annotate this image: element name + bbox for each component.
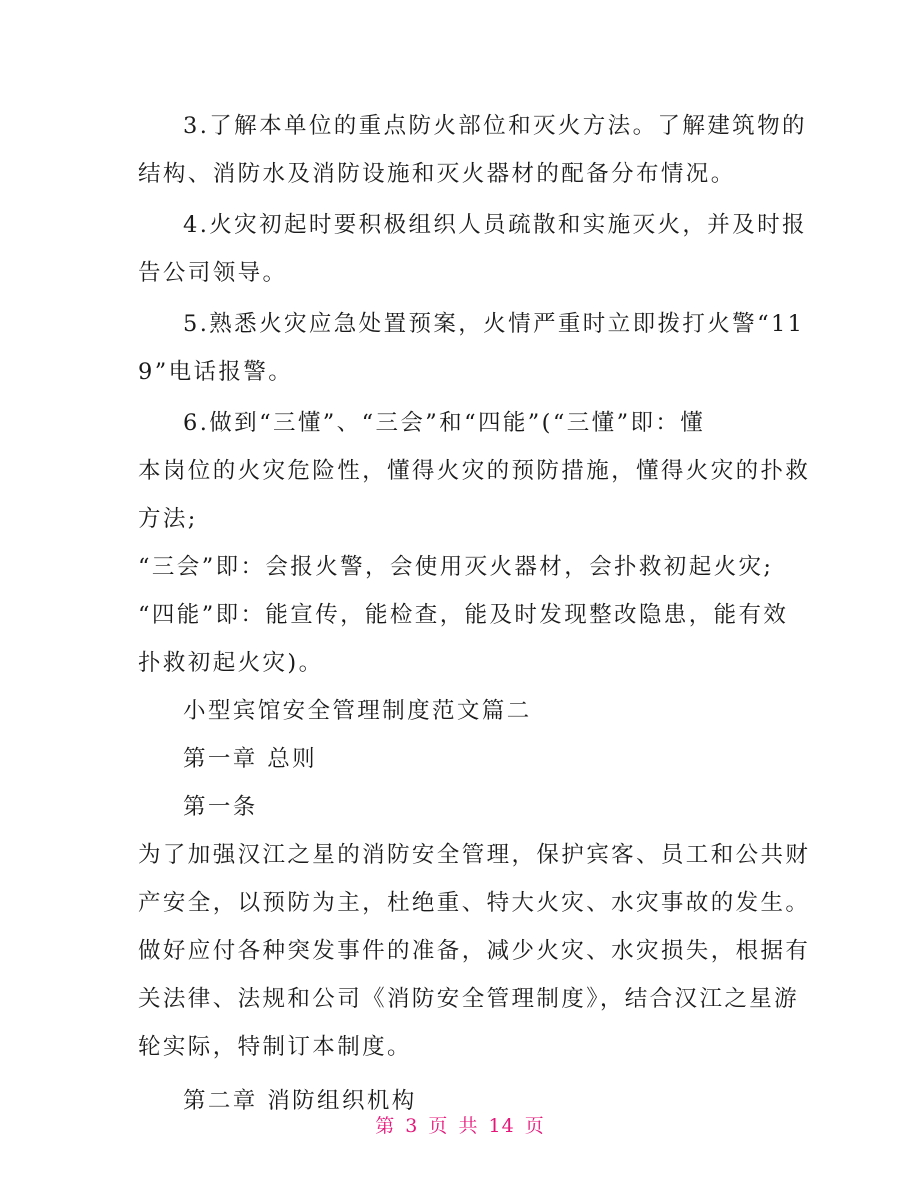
item-5-line-2: 9”电话报警。 — [138, 359, 294, 385]
page-number-footer: 第 3 页 共 14 页 — [375, 1115, 545, 1137]
article-1-line-3: 做好应付各种突发事件的准备，减少火灾、水灾损失，根据有 — [138, 938, 811, 964]
item-4-line-2: 告公司领导。 — [138, 260, 288, 286]
chapter-1-heading: 第一章 总则 — [183, 746, 318, 772]
si-neng-line-1: “四能”即：能宣传，能检查，能及时发现整改隐患，能有效 — [138, 602, 789, 628]
item-3-line-2: 结构、消防水及消防设施和灭火器材的配备分布情况。 — [138, 161, 736, 187]
item-6-line-3: 方法; — [138, 506, 198, 532]
item-6-line-1: 6.做到“三懂”、“三会”和“四能”(“三懂”即：懂 — [183, 410, 706, 436]
san-hui-line: “三会”即：会报火警，会使用灭火器材，会扑救初起火灾; — [138, 554, 774, 580]
item-4-line-1: 4.火灾初起时要积极组织人员疏散和实施灭火，并及时报 — [183, 212, 807, 238]
item-6-line-2: 本岗位的火灾危险性，懂得火灾的预防措施，懂得火灾的扑救 — [138, 458, 811, 484]
item-3-line-1: 3.了解本单位的重点防火部位和灭火方法。了解建筑物的 — [183, 113, 807, 139]
document-body — [138, 102, 811, 1125]
item-5-line-1: 5.熟悉火灾应急处置预案，火情严重时立即拨打火警“11 — [183, 311, 805, 337]
section-title: 小型宾馆安全管理制度范文篇二 — [183, 698, 532, 724]
article-1-line-4: 关法律、法规和公司《消防安全管理制度》，结合汉江之星游 — [138, 986, 800, 1012]
article-1-heading: 第一条 — [183, 794, 258, 820]
article-1-line-2: 产安全，以预防为主，杜绝重、特大火灾、水灾事故的发生。 — [138, 890, 811, 916]
si-neng-line-2: 扑救初起火灾)。 — [138, 650, 324, 676]
chapter-2-heading: 第二章 消防组织机构 — [183, 1088, 417, 1114]
article-1-line-5: 轮实际，特制订本制度。 — [138, 1034, 412, 1060]
article-1-line-1: 为了加强汉江之星的消防安全管理，保护宾客、员工和公共财 — [138, 842, 811, 868]
